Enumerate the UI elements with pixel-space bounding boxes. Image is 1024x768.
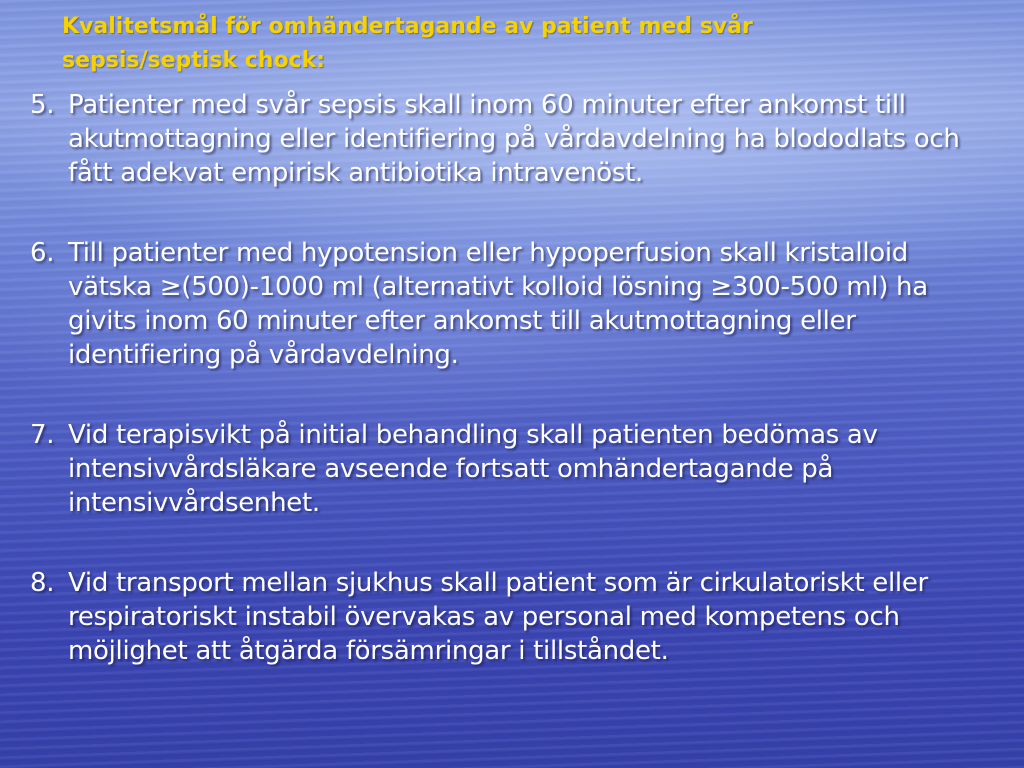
item-number: 5. bbox=[30, 90, 55, 120]
list-item bbox=[30, 236, 990, 372]
list-item bbox=[30, 418, 990, 520]
item-text: Patienter med svår sepsis skall inom 60 minuter efter ankomst till akutmottagning eller identifiering på vårdavdelning ha blododlats och fått adekvat empirisk antibiotika intravenöst. bbox=[68, 90, 960, 188]
list-item bbox=[30, 566, 990, 668]
list-item bbox=[30, 88, 990, 190]
slide-title: Kvalitetsmål för omhändertagande av patient med svår sepsis/septisk chock: bbox=[62, 14, 753, 73]
item-number: 6. bbox=[30, 238, 55, 268]
item-text: Vid transport mellan sjukhus skall patient som är cirkulatoriskt eller respiratoriskt instabil övervakas av personal med kompetens och möjlighet att åtgärda försämringar i tillståndet. bbox=[68, 568, 928, 666]
item-text: Till patienter med hypotension eller hypoperfusion skall kristalloid vätska ≥(500)-1000 ml (alternativt kolloid lösning ≥300-500 ml) ha givits inom 60 minuter efter ankomst till akutmottagning eller identifiering på vårdavdelning. bbox=[68, 238, 928, 370]
item-text: Vid terapisvikt på initial behandling skall patienten bedömas av intensivvårdsläkare avseende fortsatt omhändertagande på intensivvårdsenhet. bbox=[68, 420, 878, 518]
item-number: 7. bbox=[30, 420, 55, 450]
quality-goals-list bbox=[30, 88, 990, 714]
item-number: 8. bbox=[30, 568, 55, 598]
